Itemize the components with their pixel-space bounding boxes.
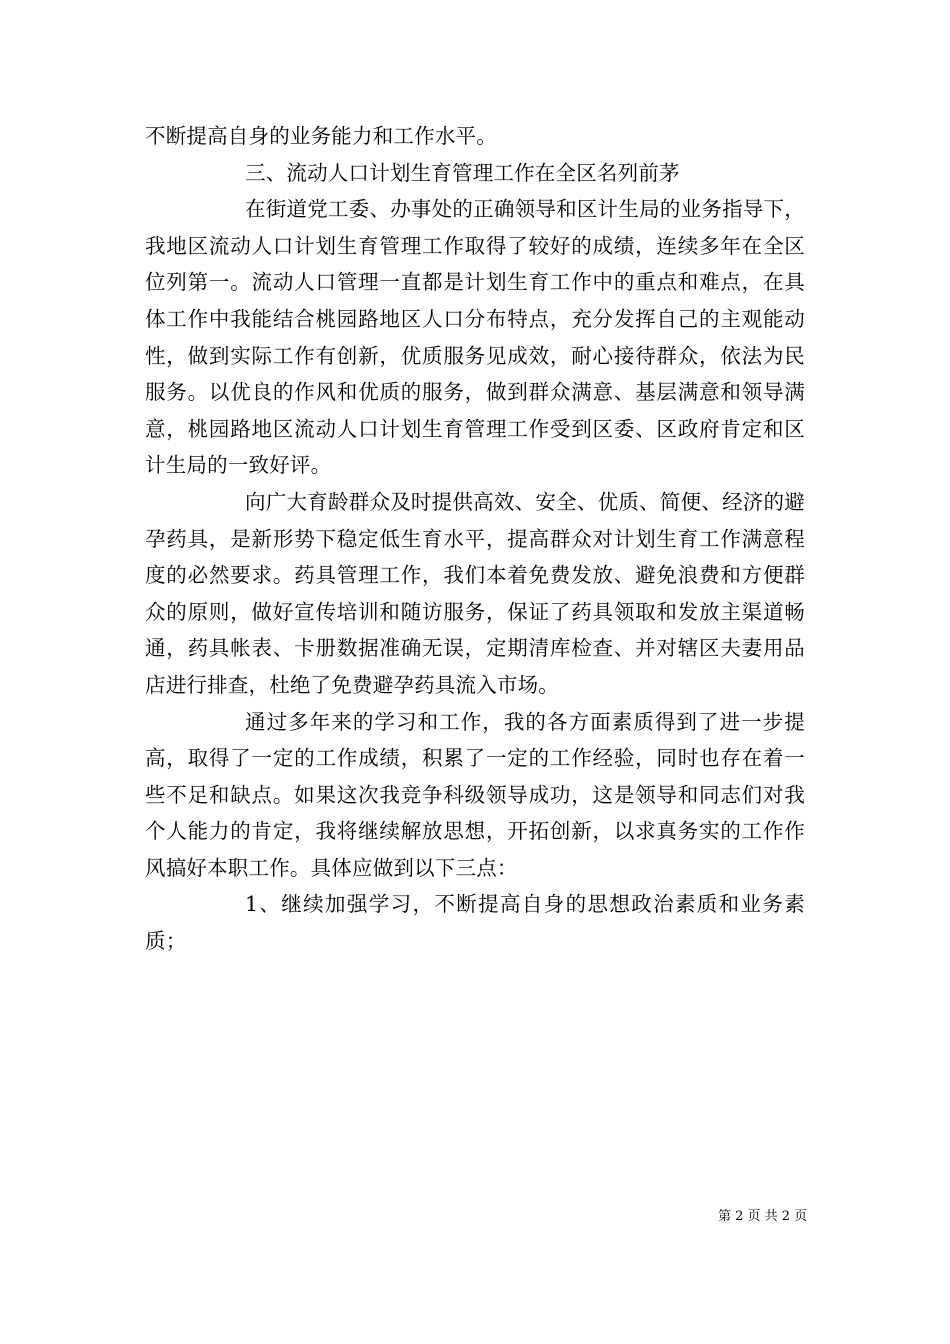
paragraph-floating-population: 在街道党工委、办事处的正确领导和区计生局的业务指导下，我地区流动人口计划生育管理工作取得了较好的成绩，连续多年在全区位列第一。流动人口管理一直都是计划生育工作中的重点和难点，在具体工作中我能结合桃园路地区人口分布特点，充分发挥自己的主观能动性，做到实际工作有创新，优质服务见成效，耐心接待群众，依法为民服务。以优良的作风和优质的服务，做到群众满意、基层满意和领导满意，桃园路地区流动人口计划生育管理工作受到区委、区政府肯定和区计生局的一致好评。 bbox=[145, 197, 805, 478]
document-body bbox=[145, 118, 805, 960]
paragraph-summary: 通过多年来的学习和工作，我的各方面素质得到了进一步提高，取得了一定的工作成绩，积累了一定的工作经验，同时也存在着一些不足和缺点。如果这次我竞争科级领导成功，这是领导和同志们对我个人能力的肯定，我将继续解放思想，开拓创新，以求真务实的工作作风搞好本职工作。具体应做到以下三点： bbox=[145, 709, 805, 880]
paragraph-contraceptives: 向广大育龄群众及时提供高效、安全、优质、简便、经济的避孕药具，是新形势下稳定低生育水平，提高群众对计划生育工作满意程度的必然要求。药具管理工作，我们本着免费发放、避免浪费和方便群众的原则，做好宣传培训和随访服务，保证了药具领取和发放主渠道畅通，药具帐表、卡册数据准确无误，定期清库检查、并对辖区夫妻用品店进行排查，杜绝了免费避孕药具流入市场。 bbox=[145, 489, 805, 697]
page-number-footer: 第 2 页 共 2 页 bbox=[718, 1209, 808, 1224]
section-heading: 三、流动人口计划生育管理工作在全区名列前茅 bbox=[245, 160, 680, 185]
paragraph-point-one: 1、继续加强学习，不断提高自身的思想政治素质和业务素质； bbox=[145, 892, 805, 954]
paragraph-continuation: 不断提高自身的业务能力和工作水平。 bbox=[145, 124, 497, 148]
